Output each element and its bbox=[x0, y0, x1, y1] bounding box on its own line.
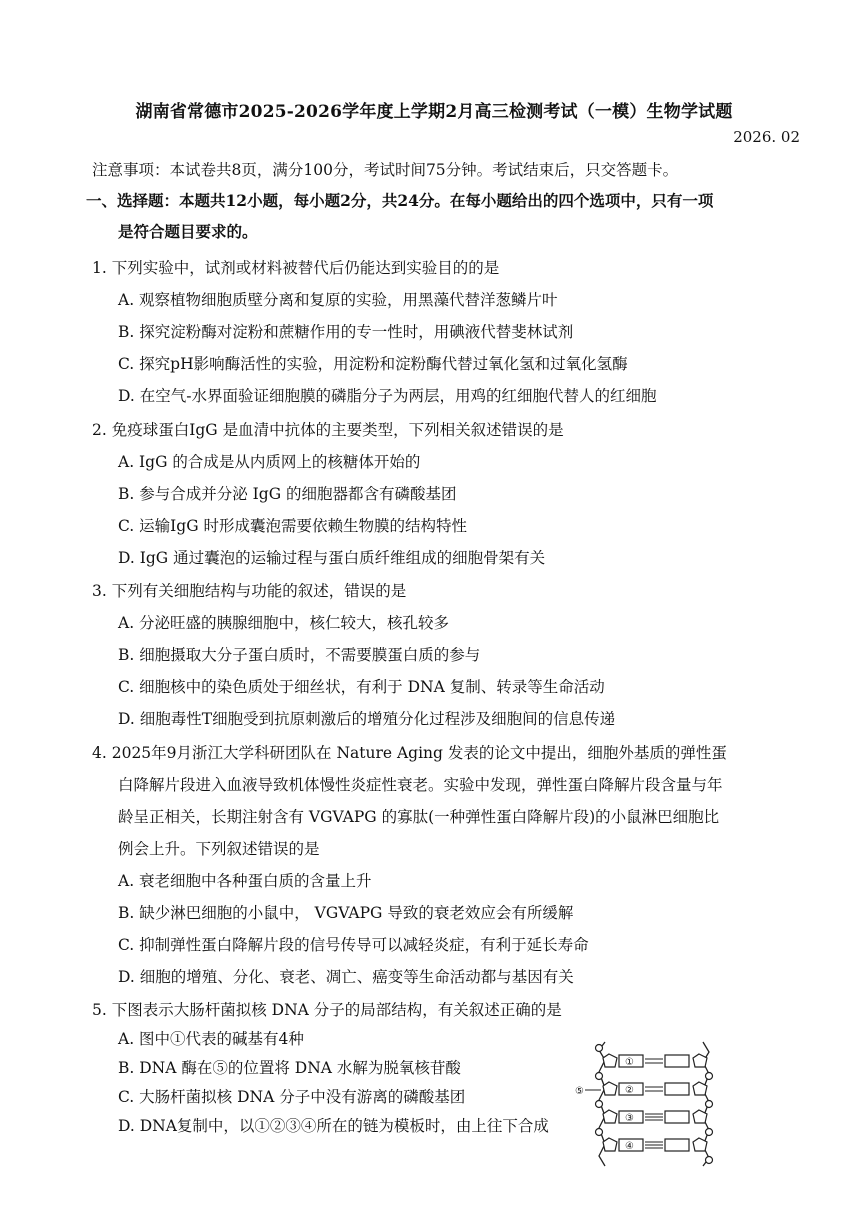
phosphate-circle bbox=[706, 1129, 713, 1136]
q3-option-b: B. 细胞摄取大分子蛋白质时，不需要膜蛋白质的参与 bbox=[118, 646, 481, 664]
q5-stem: 5. 下图表示大肠杆菌拟核 DNA 分子的局部结构，有关叙述正确的是 bbox=[92, 1001, 562, 1019]
phosphate-circle bbox=[706, 1101, 713, 1108]
base-box bbox=[665, 1139, 689, 1151]
phosphate-circle bbox=[596, 1101, 603, 1108]
q3-stem: 3. 下列有关细胞结构与功能的叙述，错误的是 bbox=[92, 582, 407, 600]
base-box bbox=[665, 1055, 689, 1067]
label-5: ⑤ bbox=[575, 1086, 584, 1097]
label-2: ② bbox=[625, 1085, 634, 1096]
deoxyribose-pentagon bbox=[603, 1138, 617, 1151]
q4-option-a: A. 衰老细胞中各种蛋白质的含量上升 bbox=[118, 872, 372, 890]
label-4: ④ bbox=[625, 1141, 634, 1152]
q4-option-b: B. 缺少淋巴细胞的小鼠中， VGVAPG 导致的衰老效应会有所缓解 bbox=[118, 904, 574, 922]
exam-date: 2026. 02 bbox=[733, 128, 800, 146]
q3-option-d: D. 细胞毒性T细胞受到抗原刺激后的增殖分化过程涉及细胞间的信息传递 bbox=[118, 710, 616, 728]
q1-option-c: C. 探究pH影响酶活性的实验，用淀粉和淀粉酶代替过氧化氢和过氧化氢酶 bbox=[118, 355, 628, 373]
phosphate-circle bbox=[706, 1157, 713, 1164]
q2-option-b: B. 参与合成并分泌 IgG 的细胞器都含有磷酸基团 bbox=[118, 485, 457, 503]
q4-stem-line3: 龄呈正相关，长期注射含有 VGVAPG 的寡肽(一种弹性蛋白降解片段)的小鼠淋巴细胞比 bbox=[118, 808, 720, 826]
base-box bbox=[665, 1083, 689, 1095]
phosphate-circle bbox=[596, 1073, 603, 1080]
phosphate-circle bbox=[596, 1129, 603, 1136]
q3-option-a: A. 分泌旺盛的胰腺细胞中，核仁较大，核孔较多 bbox=[118, 614, 450, 632]
exam-title: 湖南省常德市2025-2026学年度上学期2月高三检测考试（一模）生物学试题 bbox=[135, 102, 733, 122]
q1-option-d: D. 在空气-水界面验证细胞膜的磷脂分子为两层，用鸡的红细胞代替人的红细胞 bbox=[118, 387, 657, 405]
label-1: ① bbox=[625, 1057, 634, 1068]
q2-option-a: A. IgG 的合成是从内质网上的核糖体开始的 bbox=[118, 453, 421, 471]
phosphate-circle bbox=[596, 1045, 603, 1052]
phosphate-circle bbox=[706, 1073, 713, 1080]
q4-stem-line4: 例会上升。下列叙述错误的是 bbox=[118, 840, 320, 858]
q5-option-d: D. DNA复制中，以①②③④所在的链为模板时，由上往下合成 bbox=[118, 1117, 549, 1135]
q2-stem: 2. 免疫球蛋白IgG 是血清中抗体的主要类型，下列相关叙述错误的是 bbox=[92, 421, 564, 439]
q1-option-b: B. 探究淀粉酶对淀粉和蔗糖作用的专一性时，用碘液代替斐林试剂 bbox=[118, 323, 574, 341]
q3-option-c: C. 细胞核中的染色质处于细丝状，有利于 DNA 复制、转录等生命活动 bbox=[118, 678, 605, 696]
label-3: ③ bbox=[625, 1113, 634, 1124]
q1-stem: 1. 下列实验中，试剂或材料被替代后仍能达到实验目的的是 bbox=[92, 259, 500, 277]
q2-option-c: C. 运输IgG 时形成囊泡需要依赖生物膜的结构特性 bbox=[118, 517, 468, 535]
q4-option-d: D. 细胞的增殖、分化、衰老、凋亡、癌变等生命活动都与基因有关 bbox=[118, 968, 574, 986]
deoxyribose-pentagon bbox=[603, 1082, 617, 1095]
q4-option-c: C. 抑制弹性蛋白降解片段的信号传导可以减轻炎症，有利于延长寿命 bbox=[118, 936, 589, 954]
base-box bbox=[665, 1111, 689, 1123]
q1-option-a: A. 观察植物细胞质壁分离和复原的实验，用黑藻代替洋葱鳞片叶 bbox=[118, 291, 558, 309]
dna-structure-diagram bbox=[575, 1038, 725, 1170]
q5-option-a: A. 图中①代表的碱基有4种 bbox=[118, 1030, 304, 1048]
q5-option-b: B. DNA 酶在⑤的位置将 DNA 水解为脱氧核苷酸 bbox=[118, 1059, 461, 1077]
deoxyribose-pentagon bbox=[603, 1054, 617, 1067]
section-heading-line1: 一、选择题：本题共12小题，每小题2分，共24分。在每小题给出的四个选项中，只有一项 bbox=[86, 191, 714, 210]
notice: 注意事项：本试卷共8页，满分100分，考试时间75分钟。考试结束后，只交答题卡。 bbox=[92, 161, 679, 179]
deoxyribose-pentagon bbox=[693, 1054, 707, 1067]
q2-option-d: D. IgG 通过囊泡的运输过程与蛋白质纤维组成的细胞骨架有关 bbox=[118, 549, 546, 567]
q4-stem-line1: 4. 2025年9月浙江大学科研团队在 Nature Aging 发表的论文中提出，细胞外基质的弹性蛋 bbox=[92, 744, 727, 762]
section-heading-line2: 是符合题目要求的。 bbox=[118, 222, 258, 241]
q4-stem-line2: 白降解片段进入血液导致机体慢性炎症性衰老。实验中发现，弹性蛋白降解片段含量与年 bbox=[118, 776, 723, 794]
deoxyribose-pentagon bbox=[603, 1110, 617, 1123]
q5-option-c: C. 大肠杆菌拟核 DNA 分子中没有游离的磷酸基团 bbox=[118, 1088, 466, 1106]
